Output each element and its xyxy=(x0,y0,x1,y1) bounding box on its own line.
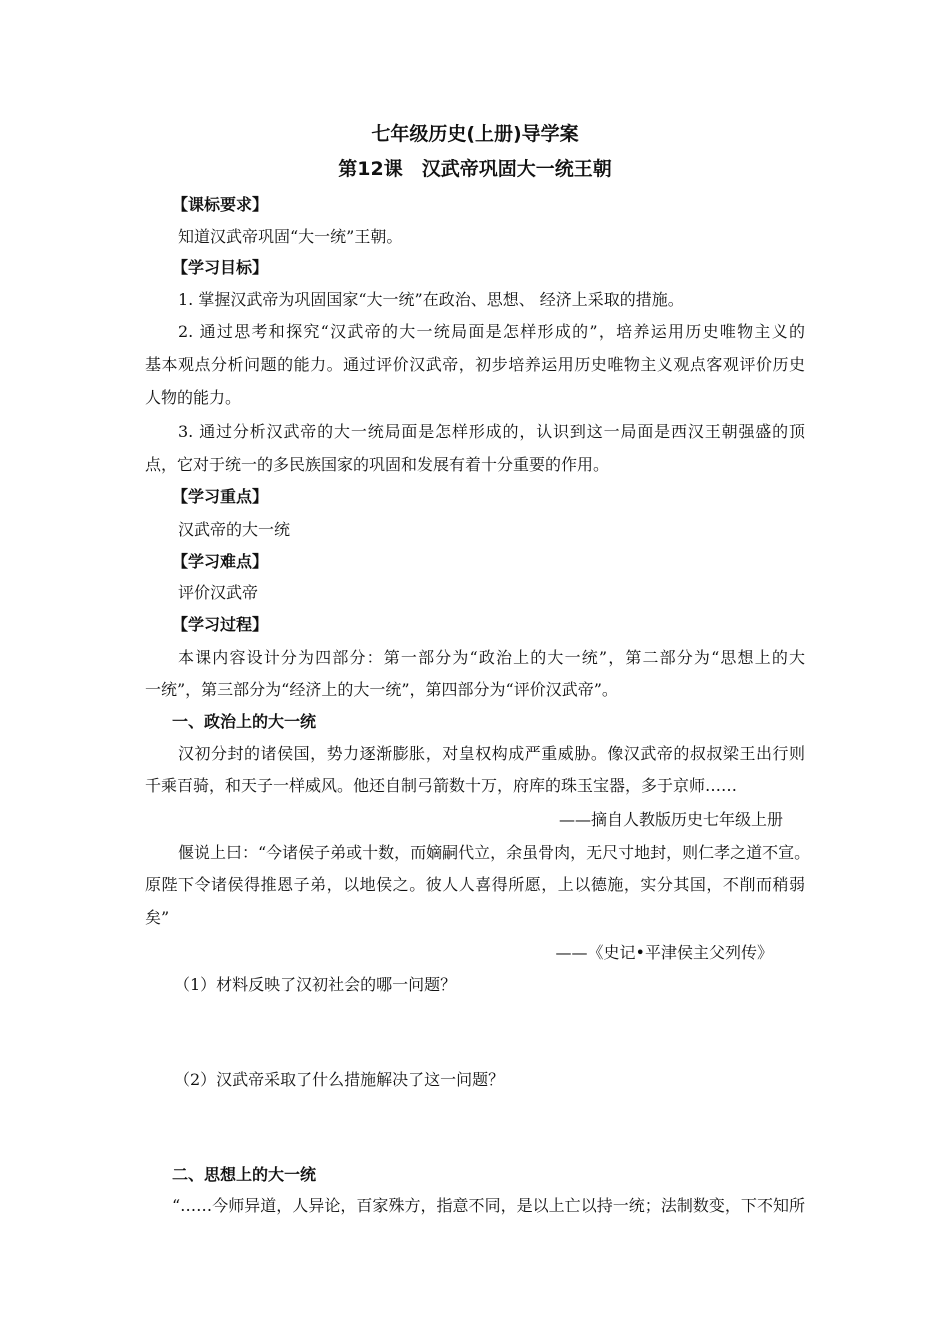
goal-1: 1. 掌握汉武帝为巩固国家“大一统”在政治、思想、 经济上采取的措施。 xyxy=(178,290,684,309)
key-heading: 【学习重点】 xyxy=(172,487,269,506)
goal-3-line-1: 3. 通过分析汉武帝的大一统局面是怎样形成的，认识到这一局面是西汉王朝强盛的顶 xyxy=(178,422,805,441)
goal-2-line-3: 人物的能力。 xyxy=(145,388,242,407)
part1-material2-line-3: 矣” xyxy=(145,908,170,927)
process-heading: 【学习过程】 xyxy=(172,615,269,634)
part1-material2-line-1: 偃说上曰：“今诸侯子弟或十数，而嫡嗣代立，余虽骨肉，无尺寸地封，则仁孝之道不宣。 xyxy=(178,843,811,862)
process-line-1: 本课内容设计分为四部分：第一部分为“政治上的大一统”，第二部分为“思想上的大 xyxy=(178,648,805,667)
question-1: （1）材料反映了汉初社会的哪一问题？ xyxy=(174,975,457,994)
difficulty-text: 评价汉武帝 xyxy=(178,583,259,602)
goals-heading: 【学习目标】 xyxy=(172,258,269,277)
process-line-2: 一统”，第三部分为“经济上的大一统”，第四部分为“评价汉武帝”。 xyxy=(145,680,618,699)
part1-material1-line-2: 千乘百骑，和天子一样威风。他还自制弓箭数十万，府库的珠玉宝器，多于京师…… xyxy=(145,776,738,795)
goal-2-line-1: 2. 通过思考和探究“汉武帝的大一统局面是怎样形成的”，培养运用历史唯物主义的 xyxy=(178,322,805,341)
standard-heading: 【课标要求】 xyxy=(172,195,269,214)
part1-material1-source: ——摘自人教版历史七年级上册 xyxy=(558,810,783,829)
part1-material2-line-2: 原陛下令诸侯得推恩子弟，以地侯之。彼人人喜得所愿，上以德施，实分其国，不削而稍弱 xyxy=(145,875,805,894)
question-2: （2）汉武帝采取了什么措施解决了这一问题？ xyxy=(174,1070,505,1089)
goal-2-line-2: 基本观点分析问题的能力。通过评价汉武帝，初步培养运用历史唯物主义观点客观评价历史 xyxy=(145,355,805,374)
lesson-title: 第12课 汉武帝巩固大一统王朝 xyxy=(338,158,612,180)
difficulty-heading: 【学习难点】 xyxy=(172,552,269,571)
standard-text: 知道汉武帝巩固“大一统”王朝。 xyxy=(178,227,403,246)
key-text: 汉武帝的大一统 xyxy=(178,520,291,539)
document-title: 七年级历史(上册)导学案 xyxy=(371,123,579,145)
part1-heading: 一、政治上的大一统 xyxy=(172,712,317,731)
part2-heading: 二、思想上的大一统 xyxy=(172,1165,317,1184)
part1-material2-source: ——《史记•平津侯主父列传》 xyxy=(555,943,773,962)
goal-3-line-2: 点，它对于统一的多民族国家的巩固和发展有着十分重要的作用。 xyxy=(145,455,610,474)
part1-material1-line-1: 汉初分封的诸侯国，势力逐渐膨胀，对皇权构成严重威胁。像汉武帝的叔叔梁王出行则 xyxy=(178,744,805,763)
part2-line-1: “……今师异道，人异论，百家殊方，指意不同，是以上亡以持一统；法制数变，下不知所 xyxy=(172,1196,805,1215)
